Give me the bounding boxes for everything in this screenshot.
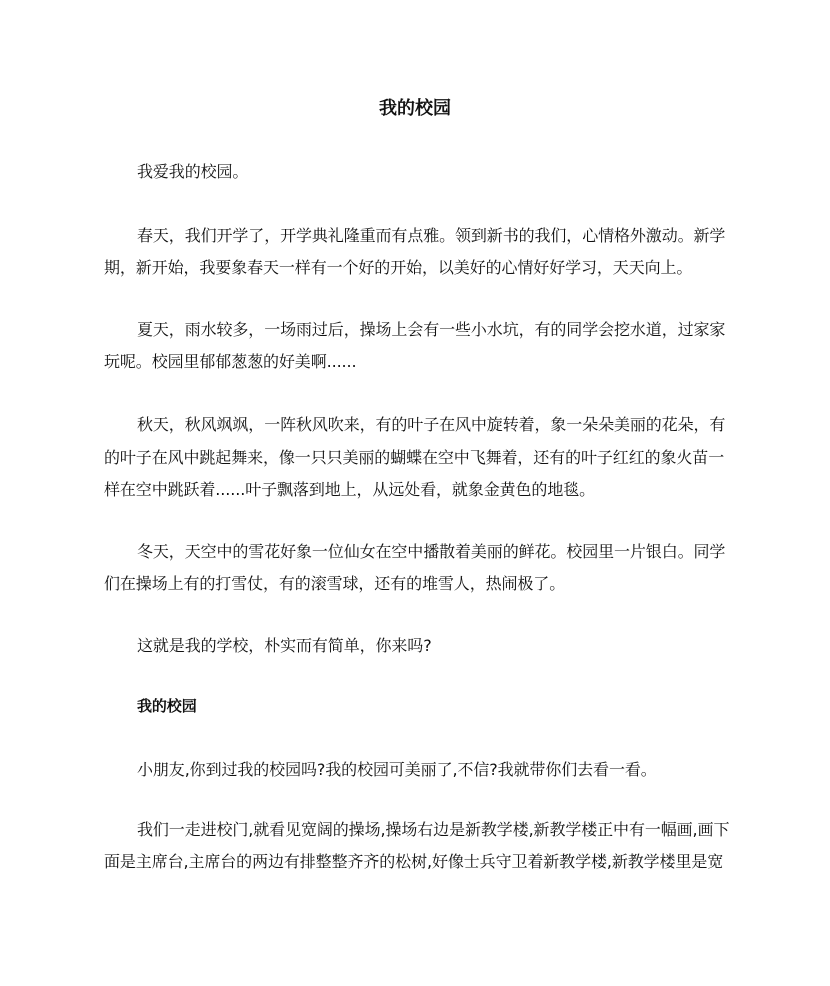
paragraph-line: 我们一走进校门,就看见宽阔的操场,操场右边是新教学楼,新教学楼正中有一幅画,画下	[137, 820, 730, 839]
paragraph-line: 样在空中跳跃着......叶子飘落到地上，从远处看，就象金黄色的地毯。	[104, 480, 596, 499]
paragraph-line: 这就是我的学校，朴实而有简单，你来吗?	[137, 636, 432, 655]
document-title: 我的校园	[379, 98, 451, 119]
paragraph-line: 的叶子在风中跳起舞来，像一只只美丽的蝴蝶在空中飞舞着，还有的叶子红红的象火苗一	[104, 448, 725, 467]
paragraph-line: 夏天，雨水较多，一场雨过后，操场上会有一些小水坑，有的同学会挖水道，过家家	[137, 320, 726, 339]
paragraph-line: 春天，我们开学了，开学典礼隆重而有点雅。领到新书的我们，心情格外激动。新学	[137, 226, 726, 245]
paragraph-line: 面是主席台,主席台的两边有排整整齐齐的松树,好像士兵守卫着新教学楼,新教学楼里是宽	[104, 852, 724, 871]
paragraph-line: 期，新开始，我要象春天一样有一个好的开始，以美好的心情好好学习，天天向上。	[104, 258, 693, 277]
paragraph-line: 冬天，天空中的雪花好象一位仙女在空中播散着美丽的鲜花。校园里一片银白。同学	[137, 542, 726, 561]
paragraph-line: 秋天，秋风飒飒，一阵秋风吹来，有的叶子在风中旋转着，象一朵朵美丽的花朵，有	[137, 415, 726, 434]
paragraph-line: 小朋友,你到过我的校园吗?我的校园可美丽了,不信?我就带你们去看一看。	[137, 760, 657, 779]
paragraph-line: 玩呢。校园里郁郁葱葱的好美啊......	[104, 352, 357, 371]
paragraph-line: 我爱我的校园。	[137, 162, 249, 181]
paragraph-line: 们在操场上有的打雪仗，有的滚雪球，还有的堆雪人，热闹极了。	[104, 574, 566, 593]
section-heading: 我的校园	[137, 697, 197, 715]
